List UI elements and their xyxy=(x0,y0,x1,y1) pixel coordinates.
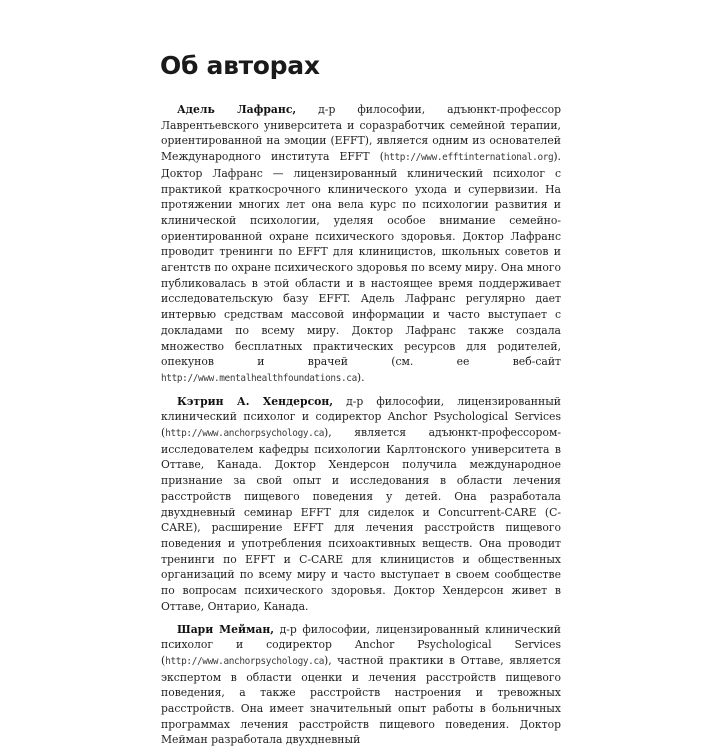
bio-text: ), является адъюнкт-профессором-исследователем кафедры психологии Карлтонского университета в Оттаве, Канада. Доктор Хендерсон получила международное признание за свой опыт и исследования в области лечения расстройств пищевого поведения у детей. Она разработала двухдневный семинар EFFT для сиделок и Concurrent-CARE (C-CARE), расширение EFFT для лечения расстройств пищевого поведения и употребления психоактивных веществ. Она проводит тренинги по EFFT и C-CARE для клиницистов и общественных организаций по всему миру и часто выступает в своем сообществе по вопросам психического здоровья. Доктор Хендерсон живет в Оттаве, Онтарио, Канада. xyxy=(161,426,561,613)
bio-text: д-р философии, лицензированный клинический психолог и содиректор Anchor Psychological Services ( xyxy=(161,394,561,440)
bio-text: ), частной практики в Оттаве, является экспертом в области оценки и лечения расстройств пищевого поведения, а также расстройств настроения и тревожных расстройств. Она имеет значительный опыт работы в больничных программах лечения расстройств пищевого поведения. Доктор Мейман разработала двухдневный xyxy=(161,653,561,747)
bio-text: д-р философии, адъюнкт-профессор Лаврентьевского университета и соразработчик семейной терапии, ориентированной на эмоции (EFFT), является одним из основателей Международного института EFFT ( xyxy=(161,103,561,164)
author-name: Шари Мейман, xyxy=(177,622,275,636)
website-url: http://www.mentalhealthfoundations.ca xyxy=(161,372,357,384)
website-url: http://www.anchorpsychology.ca xyxy=(165,428,325,440)
author-name: Адель Лафранс, xyxy=(177,103,297,116)
website-url: http://www.efftinternational.org xyxy=(383,152,554,164)
website-url: http://www.anchorpsychology.ca xyxy=(165,655,325,667)
about-authors-text xyxy=(161,102,561,755)
author-bio-laffrance xyxy=(161,102,561,387)
bio-text: ). xyxy=(356,370,365,384)
bio-text: д-р философии, лицензированный клинический психолог и содиректор Anchor Psychological Services ( xyxy=(161,622,562,667)
bio-text: ). Доктор Лафранс — лицензированный клинический психолог с практикой краткосрочного клинического ухода и супервизии. На протяжении многих лет она вела курс по психологии развития и клинической психологии, уделяя особое внимание семейно-ориентированной охране психического здоровья. Доктор Лафранс проводит тренинги по EFFT для клиницистов, школьных советов и агентств по охране психического здоровья по всему миру. Она много публиковалась в этой области и в настоящее время поддерживает исследовательскую базу EFFT. Адель Лафранс регулярно дает интервью средствам массовой информации и часто выступает с докладами по всему миру. Доктор Лафранс также создала множество бесплатных практических ресурсов для родителей, опекунов и врачей (см. ее веб-сайт xyxy=(161,150,561,369)
page-heading: Об авторах xyxy=(160,51,320,80)
author-bio-mayman xyxy=(161,622,561,749)
author-name: Кэтрин А. Хендерсон, xyxy=(177,394,334,408)
author-bio-henderson xyxy=(161,394,561,615)
